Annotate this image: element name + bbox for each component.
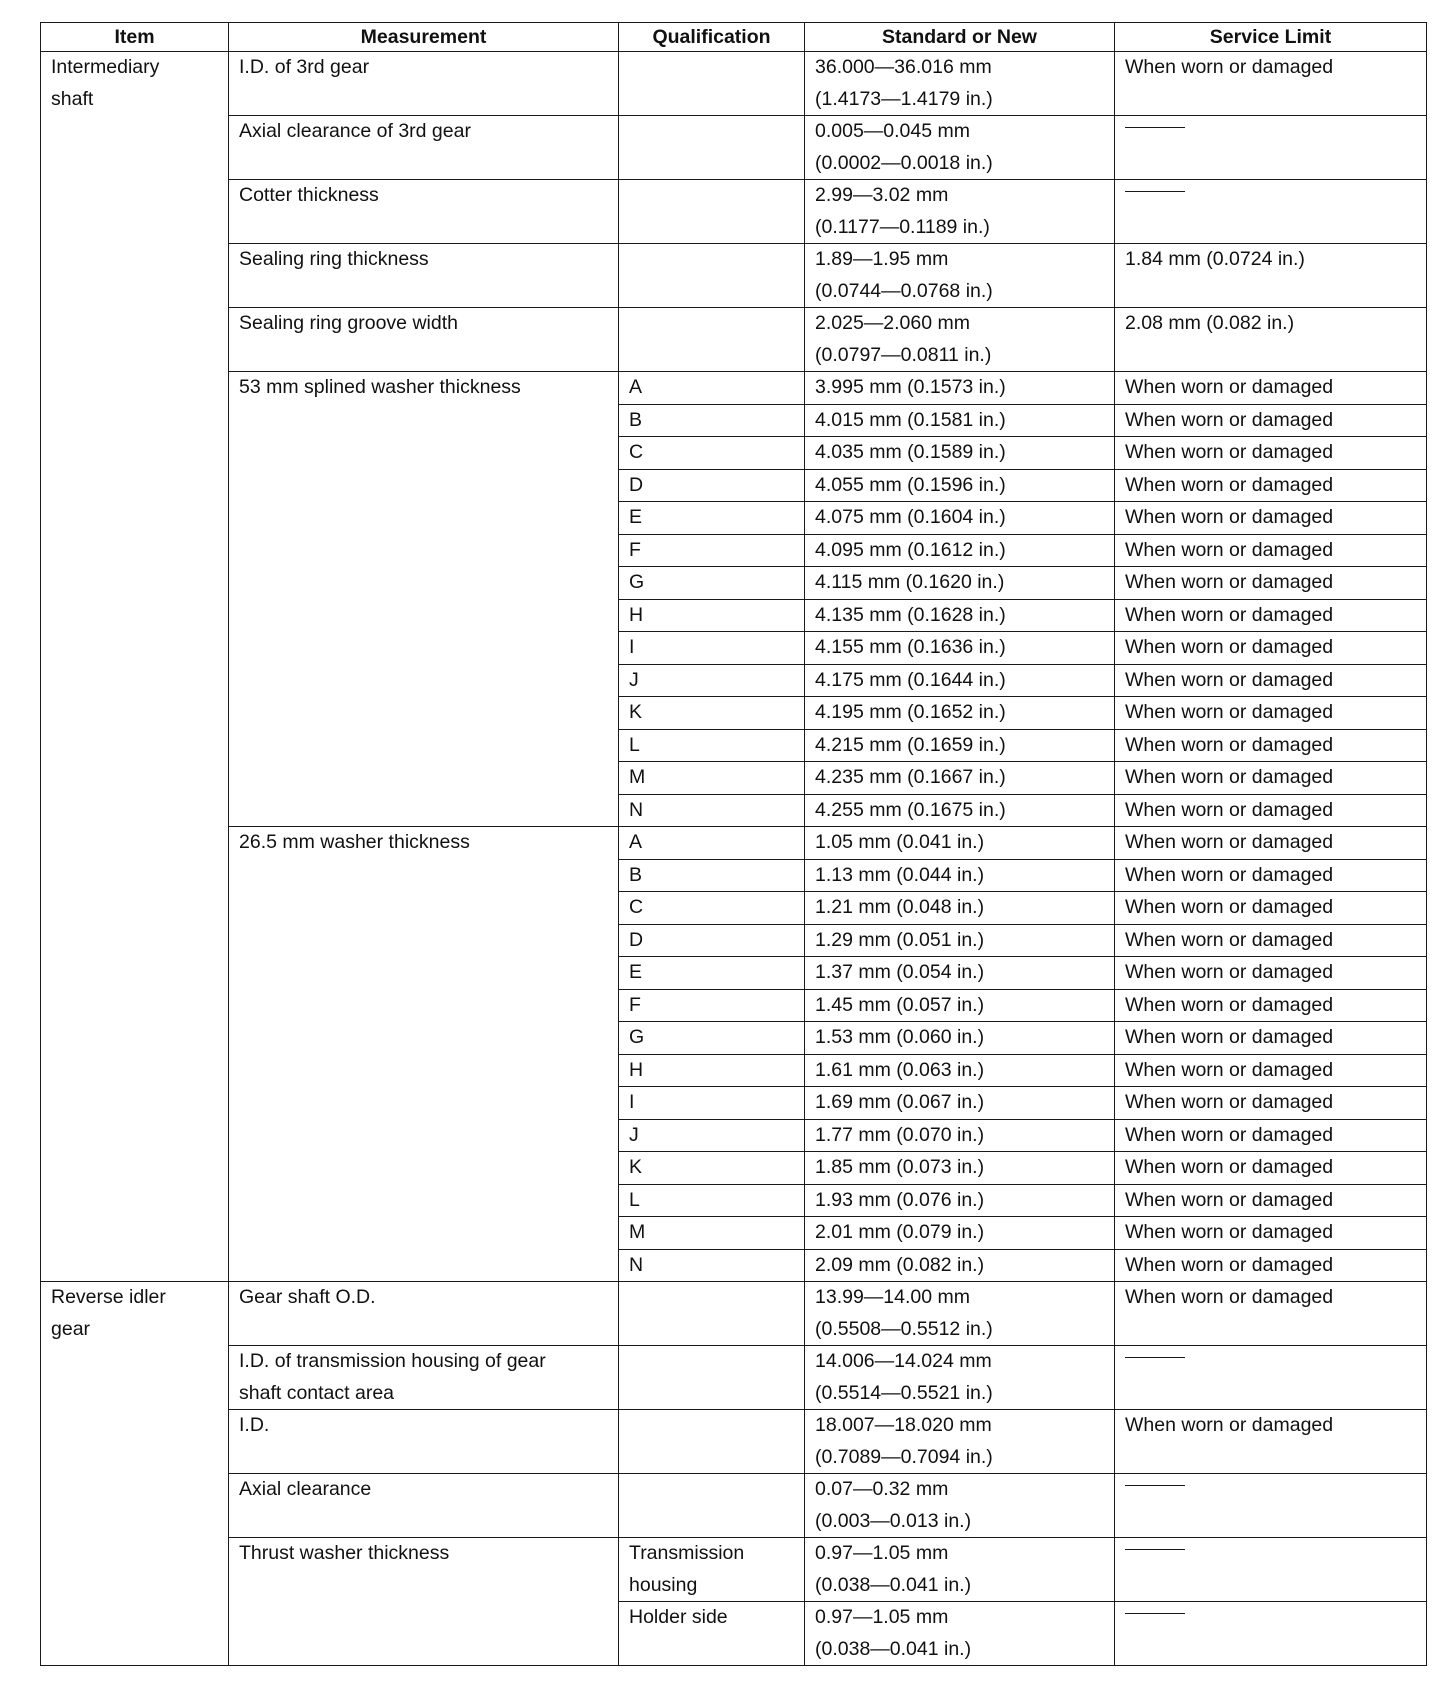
- standard-cell: [805, 1282, 1115, 1346]
- service-limit-value: When worn or damaged: [1125, 506, 1334, 528]
- table-row: [41, 1538, 1427, 1602]
- standard-cell-line: 1.93 mm (0.076 in.): [815, 1188, 985, 1211]
- service-limit-cell: [1115, 308, 1427, 372]
- measurement-cell: [229, 372, 619, 827]
- standard-cell: [805, 1087, 1115, 1120]
- service-limit-cell: [1115, 1282, 1427, 1346]
- standard-cell-line: 2.01 mm (0.079 in.): [815, 1221, 985, 1243]
- qualification-cell-line: housing: [629, 1573, 698, 1596]
- standard-cell-line: 4.095 mm (0.1612 in.): [815, 538, 1006, 561]
- standard-cell-line: 36.000—36.016 mm: [815, 56, 992, 78]
- table-row: [41, 52, 1427, 116]
- measurement-cell: [229, 827, 619, 1282]
- standard-cell-line: 1.45 mm (0.057 in.): [815, 993, 985, 1016]
- standard-cell: [805, 892, 1115, 925]
- table-row: [41, 244, 1427, 308]
- qualification-cell: [619, 372, 805, 405]
- item-cell-line: shaft: [51, 87, 94, 110]
- standard-cell-line: 1.21 mm (0.048 in.): [815, 896, 985, 918]
- qualification-cell-line: H: [629, 603, 644, 626]
- item-cell: [41, 1282, 229, 1666]
- qualification-cell-line: Holder side: [629, 1606, 728, 1628]
- service-limit-cell: [1115, 1054, 1427, 1087]
- service-limit-cell: [1115, 567, 1427, 600]
- standard-cell-line: 3.995 mm (0.1573 in.): [815, 376, 1006, 398]
- qualification-cell-line: I: [629, 636, 635, 658]
- service-limit-value: When worn or damaged: [1125, 441, 1334, 463]
- measurement-cell-line: Axial clearance: [239, 1478, 372, 1500]
- standard-cell: [805, 827, 1115, 860]
- service-limit-cell: [1115, 469, 1427, 502]
- service-limit-value: When worn or damaged: [1125, 603, 1334, 626]
- qualification-cell-line: B: [629, 863, 643, 886]
- qualification-cell: [619, 180, 805, 244]
- service-limit-cell: [1115, 762, 1427, 795]
- standard-cell: [805, 1249, 1115, 1282]
- standard-cell-line: 4.115 mm (0.1620 in.): [815, 571, 1005, 593]
- service-limit-cell: [1115, 1184, 1427, 1217]
- qualification-cell: [619, 957, 805, 990]
- standard-cell: [805, 924, 1115, 957]
- qualification-cell-line: G: [629, 1026, 645, 1048]
- qualification-cell: [619, 502, 805, 535]
- standard-cell-line: (0.003—0.013 in.): [815, 1509, 972, 1532]
- qualification-cell: [619, 116, 805, 180]
- standard-cell: [805, 308, 1115, 372]
- header-row: [41, 23, 1427, 52]
- standard-cell: [805, 52, 1115, 116]
- standard-cell: [805, 1474, 1115, 1538]
- standard-cell: [805, 1184, 1115, 1217]
- item-cell: [41, 52, 229, 1282]
- service-limit-cell: [1115, 859, 1427, 892]
- measurement-cell-line: 53 mm splined washer thickness: [239, 376, 521, 398]
- standard-cell: [805, 1410, 1115, 1474]
- service-limit-cell: [1115, 1152, 1427, 1185]
- service-limit-cell: [1115, 502, 1427, 535]
- measurement-cell-line: Gear shaft O.D.: [239, 1286, 376, 1308]
- standard-cell: [805, 116, 1115, 180]
- standard-cell-line: 0.005—0.045 mm: [815, 120, 971, 142]
- standard-cell: [805, 957, 1115, 990]
- table-row: [41, 1282, 1427, 1346]
- service-limit-cell: [1115, 924, 1427, 957]
- standard-cell: [805, 437, 1115, 470]
- qualification-cell-line: B: [629, 408, 643, 431]
- service-limit-value: 1.84 mm (0.0724 in.): [1125, 248, 1305, 270]
- service-limit-value: When worn or damaged: [1125, 376, 1334, 398]
- header-measurement: Measurement: [229, 23, 619, 52]
- service-limit-value: When worn or damaged: [1125, 1221, 1334, 1243]
- qualification-cell: [619, 1022, 805, 1055]
- service-limit-value: When worn or damaged: [1125, 1188, 1334, 1211]
- qualification-cell: [619, 1054, 805, 1087]
- measurement-cell-line: Axial clearance of 3rd gear: [239, 120, 471, 142]
- standard-cell-line: 1.29 mm (0.051 in.): [815, 928, 985, 951]
- qualification-cell: [619, 437, 805, 470]
- standard-cell-line: 1.05 mm (0.041 in.): [815, 831, 985, 853]
- standard-cell-line: (0.0744—0.0768 in.): [815, 279, 993, 302]
- item-cell-line: gear: [51, 1317, 91, 1340]
- qualification-cell: [619, 244, 805, 308]
- qualification-cell-line: A: [629, 831, 643, 853]
- item-cell-line: Intermediary: [51, 56, 160, 78]
- standard-cell: [805, 859, 1115, 892]
- service-limit-cell: [1115, 1022, 1427, 1055]
- qualification-cell: [619, 1087, 805, 1120]
- service-limit-value: When worn or damaged: [1125, 1286, 1334, 1308]
- standard-cell-line: 4.135 mm (0.1628 in.): [815, 603, 1006, 626]
- service-limit-cell: [1115, 1119, 1427, 1152]
- service-limit-cell: [1115, 52, 1427, 116]
- measurement-cell-line: Thrust washer thickness: [239, 1542, 450, 1564]
- table-row: [41, 116, 1427, 180]
- service-limit-cell: [1115, 827, 1427, 860]
- qualification-cell-line: E: [629, 961, 643, 983]
- standard-cell-line: (0.038—0.041 in.): [815, 1637, 972, 1660]
- service-limit-cell: [1115, 1474, 1427, 1538]
- standard-cell: [805, 404, 1115, 437]
- table-row: [41, 1474, 1427, 1538]
- standard-cell-line: 4.215 mm (0.1659 in.): [815, 733, 1006, 756]
- standard-cell: [805, 794, 1115, 827]
- measurement-cell: [229, 244, 619, 308]
- standard-cell: [805, 632, 1115, 665]
- qualification-cell: [619, 1184, 805, 1217]
- header-qualification: Qualification: [619, 23, 805, 52]
- qualification-cell: [619, 52, 805, 116]
- standard-cell-line: 2.025—2.060 mm: [815, 312, 971, 334]
- service-limit-value: When worn or damaged: [1125, 1026, 1334, 1048]
- service-limit-cell: [1115, 1217, 1427, 1250]
- qualification-cell: [619, 567, 805, 600]
- service-limit-cell: [1115, 599, 1427, 632]
- service-limit-cell: [1115, 1346, 1427, 1410]
- service-limit-cell: [1115, 1249, 1427, 1282]
- service-limit-value: When worn or damaged: [1125, 798, 1334, 821]
- qualification-cell-line: N: [629, 798, 644, 821]
- qualification-cell-line: J: [629, 1123, 639, 1146]
- service-limit-cell: [1115, 534, 1427, 567]
- header-item: Item: [41, 23, 229, 52]
- service-limit-cell: [1115, 664, 1427, 697]
- service-limit-cell: [1115, 116, 1427, 180]
- standard-cell-line: 4.055 mm (0.1596 in.): [815, 473, 1006, 496]
- qualification-cell: [619, 729, 805, 762]
- service-limit-cell: [1115, 1410, 1427, 1474]
- no-limit-dash: [1125, 191, 1185, 192]
- standard-cell-line: 4.015 mm (0.1581 in.): [815, 408, 1006, 431]
- qualification-cell: [619, 859, 805, 892]
- standard-cell-line: 4.035 mm (0.1589 in.): [815, 441, 1006, 463]
- qualification-cell: [619, 1538, 805, 1602]
- service-limit-cell: [1115, 404, 1427, 437]
- qualification-cell: [619, 1282, 805, 1346]
- service-limit-cell: [1115, 957, 1427, 990]
- standard-cell-line: 2.99—3.02 mm: [815, 184, 949, 206]
- standard-cell-line: 2.09 mm (0.082 in.): [815, 1253, 985, 1276]
- qualification-cell-line: G: [629, 571, 645, 593]
- standard-cell: [805, 1119, 1115, 1152]
- qualification-cell: [619, 697, 805, 730]
- no-limit-dash: [1125, 1357, 1185, 1358]
- service-limit-value: When worn or damaged: [1125, 928, 1334, 951]
- qualification-cell-line: D: [629, 928, 644, 951]
- service-limit-cell: [1115, 729, 1427, 762]
- service-limit-value: When worn or damaged: [1125, 896, 1334, 918]
- service-limit-cell: [1115, 632, 1427, 665]
- standard-cell-line: 4.175 mm (0.1644 in.): [815, 668, 1006, 691]
- qualification-cell-line: L: [629, 1188, 640, 1211]
- standard-cell-line: 1.61 mm (0.063 in.): [815, 1058, 985, 1081]
- qualification-cell: [619, 404, 805, 437]
- standard-cell: [805, 599, 1115, 632]
- standard-cell-line: (0.5514—0.5521 in.): [815, 1381, 993, 1404]
- table-row: [41, 1410, 1427, 1474]
- qualification-cell: [619, 1602, 805, 1666]
- qualification-cell-line: K: [629, 1156, 643, 1178]
- service-limit-value: When worn or damaged: [1125, 538, 1334, 561]
- standard-cell-line: 4.195 mm (0.1652 in.): [815, 701, 1006, 723]
- standard-cell: [805, 469, 1115, 502]
- standard-cell: [805, 1022, 1115, 1055]
- standard-cell: [805, 762, 1115, 795]
- service-limit-value: When worn or damaged: [1125, 668, 1334, 691]
- qualification-cell-line: I: [629, 1091, 635, 1113]
- standard-cell: [805, 567, 1115, 600]
- service-limit-value: When worn or damaged: [1125, 473, 1334, 496]
- qualification-cell-line: N: [629, 1253, 644, 1276]
- standard-cell-line: 1.85 mm (0.073 in.): [815, 1156, 985, 1178]
- qualification-cell-line: A: [629, 376, 643, 398]
- measurement-cell-line: Sealing ring groove width: [239, 312, 458, 334]
- qualification-cell-line: M: [629, 1221, 646, 1243]
- table-row: [41, 1346, 1427, 1410]
- qualification-cell-line: J: [629, 668, 639, 691]
- service-limit-value: When worn or damaged: [1125, 1414, 1334, 1436]
- standard-cell-line: 4.235 mm (0.1667 in.): [815, 766, 1006, 788]
- standard-cell: [805, 1538, 1115, 1602]
- standard-cell: [805, 729, 1115, 762]
- table-row: [41, 308, 1427, 372]
- standard-cell: [805, 502, 1115, 535]
- service-limit-cell: [1115, 437, 1427, 470]
- standard-cell: [805, 1217, 1115, 1250]
- service-limit-cell: [1115, 1602, 1427, 1666]
- standard-cell-line: (0.7089—0.7094 in.): [815, 1445, 993, 1468]
- service-limit-value: When worn or damaged: [1125, 571, 1334, 593]
- measurement-cell: [229, 52, 619, 116]
- standard-cell-line: (1.4173—1.4179 in.): [815, 87, 993, 110]
- standard-cell: [805, 1152, 1115, 1185]
- standard-cell-line: 1.37 mm (0.054 in.): [815, 961, 985, 983]
- standard-cell-line: 1.69 mm (0.067 in.): [815, 1091, 985, 1113]
- qualification-cell-line: L: [629, 733, 640, 756]
- service-limit-value: When worn or damaged: [1125, 1156, 1334, 1178]
- qualification-cell: [619, 599, 805, 632]
- standard-cell: [805, 534, 1115, 567]
- spec-body: [41, 52, 1427, 1666]
- service-limit-cell: [1115, 244, 1427, 308]
- service-limit-cell: [1115, 372, 1427, 405]
- qualification-cell: [619, 892, 805, 925]
- qualification-cell: [619, 1249, 805, 1282]
- service-limit-cell: [1115, 794, 1427, 827]
- service-limit-cell: [1115, 1087, 1427, 1120]
- service-limit-value: When worn or damaged: [1125, 993, 1334, 1016]
- service-limit-cell: [1115, 892, 1427, 925]
- measurement-cell-line: I.D. of transmission housing of gear: [239, 1350, 546, 1372]
- qualification-cell-line: E: [629, 506, 643, 528]
- no-limit-dash: [1125, 127, 1185, 128]
- standard-cell: [805, 697, 1115, 730]
- standard-cell-line: 13.99—14.00 mm: [815, 1286, 971, 1308]
- standard-cell-line: (0.1177—0.1189 in.): [815, 215, 990, 238]
- standard-cell-line: 4.255 mm (0.1675 in.): [815, 798, 1006, 821]
- qualification-cell: [619, 1410, 805, 1474]
- qualification-cell: [619, 827, 805, 860]
- standard-cell-line: 0.07—0.32 mm: [815, 1478, 949, 1500]
- qualification-cell-line: F: [629, 538, 641, 561]
- service-limit-cell: [1115, 989, 1427, 1022]
- qualification-cell: [619, 632, 805, 665]
- service-limit-value: When worn or damaged: [1125, 1058, 1334, 1081]
- qualification-cell-line: C: [629, 896, 644, 918]
- service-limit-value: When worn or damaged: [1125, 636, 1334, 658]
- spec-table: [40, 22, 1427, 1666]
- measurement-cell: [229, 180, 619, 244]
- qualification-cell: [619, 1474, 805, 1538]
- standard-cell: [805, 372, 1115, 405]
- no-limit-dash: [1125, 1613, 1185, 1614]
- service-limit-value: When worn or damaged: [1125, 1123, 1334, 1146]
- standard-cell-line: 4.155 mm (0.1636 in.): [815, 636, 1006, 658]
- service-limit-cell: [1115, 1538, 1427, 1602]
- measurement-cell-line: Sealing ring thickness: [239, 248, 429, 270]
- standard-cell-line: 14.006—14.024 mm: [815, 1350, 992, 1372]
- qualification-cell: [619, 534, 805, 567]
- service-limit-value: When worn or damaged: [1125, 701, 1334, 723]
- measurement-cell-line: I.D. of 3rd gear: [239, 56, 370, 78]
- measurement-cell-line: 26.5 mm washer thickness: [239, 831, 470, 853]
- measurement-cell-line: I.D.: [239, 1414, 270, 1436]
- item-cell-line: Reverse idler: [51, 1286, 166, 1308]
- qualification-cell-line: M: [629, 766, 646, 788]
- table-row: [41, 372, 1427, 405]
- qualification-cell: [619, 1217, 805, 1250]
- measurement-cell-line: Cotter thickness: [239, 184, 379, 206]
- measurement-cell: [229, 308, 619, 372]
- service-limit-value: When worn or damaged: [1125, 766, 1334, 788]
- service-limit-value: When worn or damaged: [1125, 733, 1334, 756]
- measurement-cell-line: shaft contact area: [239, 1381, 395, 1404]
- standard-cell: [805, 1602, 1115, 1666]
- standard-cell-line: 18.007—18.020 mm: [815, 1414, 992, 1436]
- standard-cell-line: (0.0797—0.0811 in.): [815, 343, 992, 366]
- standard-cell-line: 1.77 mm (0.070 in.): [815, 1123, 985, 1146]
- measurement-cell: [229, 1410, 619, 1474]
- standard-cell: [805, 244, 1115, 308]
- qualification-cell: [619, 664, 805, 697]
- qualification-cell: [619, 924, 805, 957]
- table-row: [41, 827, 1427, 860]
- standard-cell: [805, 1346, 1115, 1410]
- service-limit-value: When worn or damaged: [1125, 408, 1334, 431]
- header-standard: Standard or New: [805, 23, 1115, 52]
- qualification-cell-line: H: [629, 1058, 644, 1081]
- standard-cell: [805, 989, 1115, 1022]
- qualification-cell-line: F: [629, 993, 641, 1016]
- no-limit-dash: [1125, 1485, 1185, 1486]
- standard-cell: [805, 664, 1115, 697]
- measurement-cell: [229, 1346, 619, 1410]
- qualification-cell: [619, 308, 805, 372]
- qualification-cell-line: D: [629, 473, 644, 496]
- measurement-cell: [229, 1538, 619, 1666]
- table-row: [41, 180, 1427, 244]
- header-service-limit: Service Limit: [1115, 23, 1427, 52]
- standard-cell: [805, 1054, 1115, 1087]
- qualification-cell: [619, 469, 805, 502]
- qualification-cell: [619, 762, 805, 795]
- service-limit-value: When worn or damaged: [1125, 831, 1334, 853]
- standard-cell-line: (0.038—0.041 in.): [815, 1573, 972, 1596]
- qualification-cell: [619, 794, 805, 827]
- standard-cell-line: (0.5508—0.5512 in.): [815, 1317, 993, 1340]
- service-limit-value: When worn or damaged: [1125, 1253, 1334, 1276]
- service-limit-value: 2.08 mm (0.082 in.): [1125, 312, 1295, 334]
- standard-cell-line: 1.89—1.95 mm: [815, 248, 949, 270]
- service-limit-value: When worn or damaged: [1125, 56, 1334, 78]
- service-limit-value: When worn or damaged: [1125, 1091, 1334, 1113]
- standard-cell: [805, 180, 1115, 244]
- qualification-cell-line: Transmission: [629, 1542, 745, 1564]
- qualification-cell: [619, 989, 805, 1022]
- measurement-cell: [229, 1474, 619, 1538]
- standard-cell-line: 1.13 mm (0.044 in.): [815, 863, 985, 886]
- qualification-cell-line: K: [629, 701, 643, 723]
- qualification-cell: [619, 1119, 805, 1152]
- standard-cell-line: 1.53 mm (0.060 in.): [815, 1026, 985, 1048]
- standard-cell-line: 0.97—1.05 mm: [815, 1606, 949, 1628]
- service-limit-cell: [1115, 697, 1427, 730]
- measurement-cell: [229, 1282, 619, 1346]
- standard-cell-line: 0.97—1.05 mm: [815, 1542, 949, 1564]
- measurement-cell: [229, 116, 619, 180]
- qualification-cell: [619, 1346, 805, 1410]
- qualification-cell: [619, 1152, 805, 1185]
- qualification-cell-line: C: [629, 441, 644, 463]
- standard-cell-line: 4.075 mm (0.1604 in.): [815, 506, 1006, 528]
- standard-cell-line: (0.0002—0.0018 in.): [815, 151, 993, 174]
- no-limit-dash: [1125, 1549, 1185, 1550]
- service-limit-cell: [1115, 180, 1427, 244]
- service-limit-value: When worn or damaged: [1125, 961, 1334, 983]
- service-limit-value: When worn or damaged: [1125, 863, 1334, 886]
